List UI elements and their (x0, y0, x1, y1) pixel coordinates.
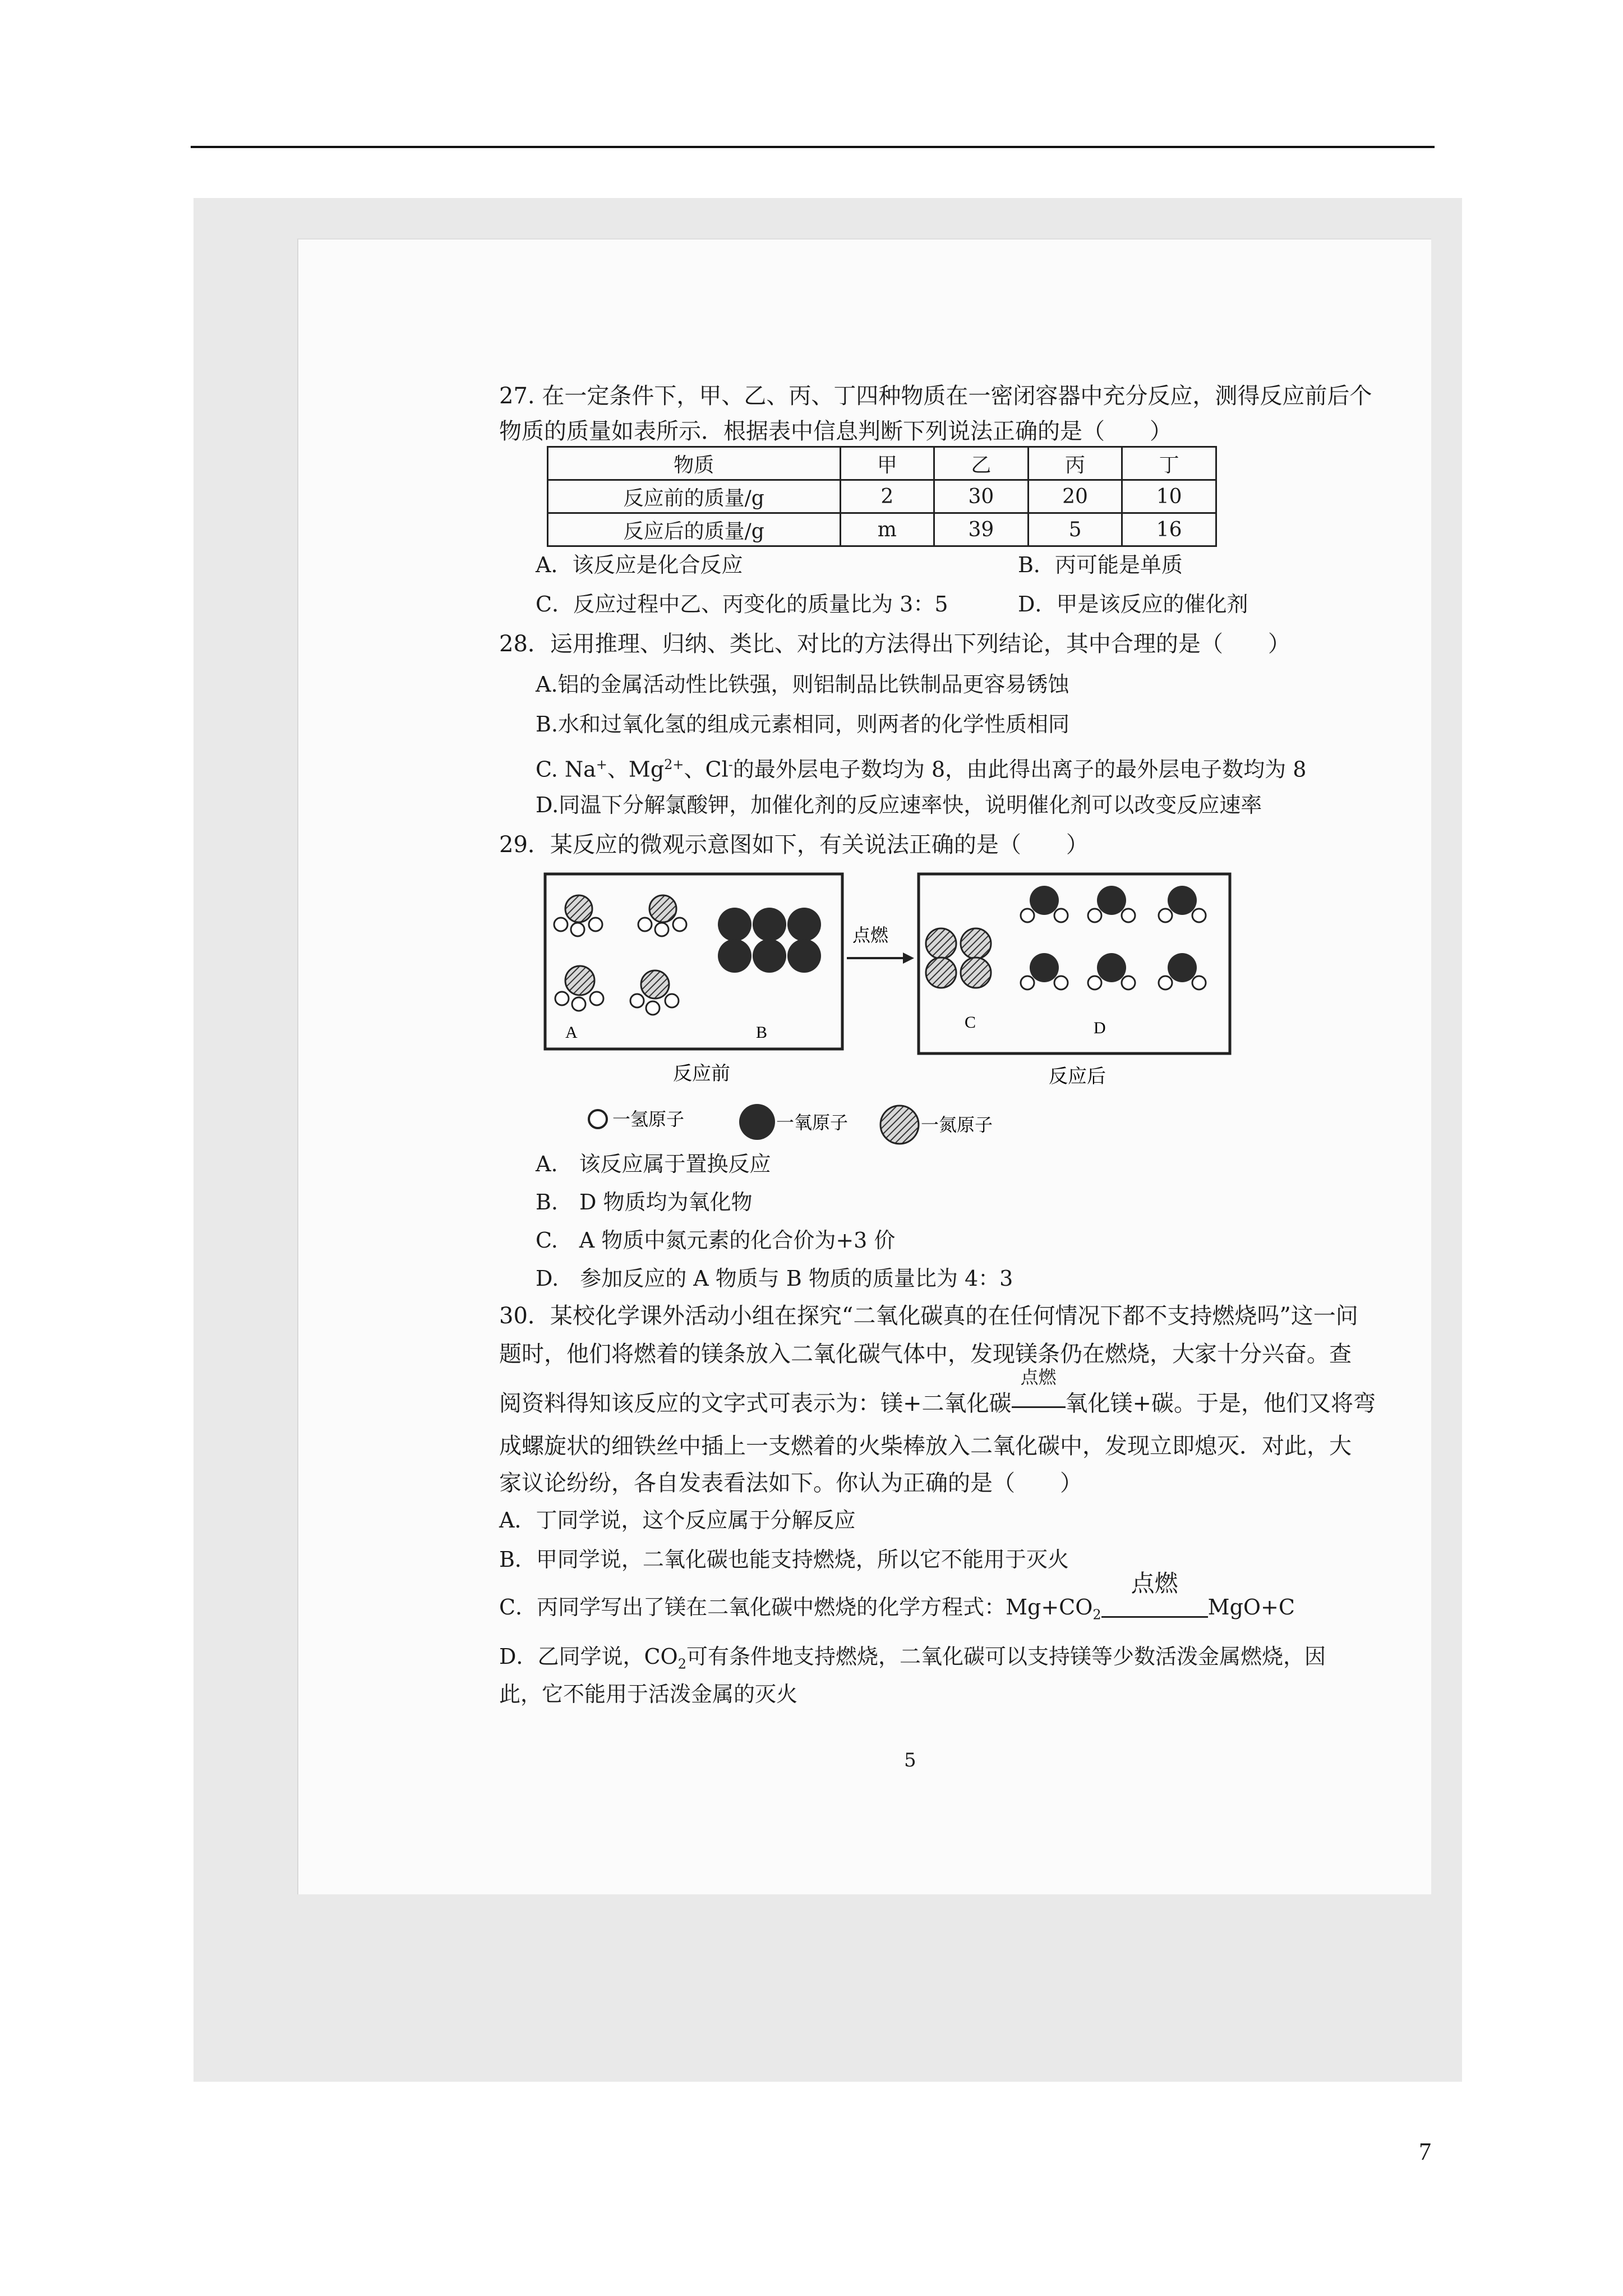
mass-table (547, 446, 1217, 547)
table-cell: 10 (1122, 480, 1216, 513)
nitrogen-atom-icon (880, 1106, 919, 1144)
legend-nitrogen: 一氮原子 (921, 1114, 993, 1135)
q27-option-c: C．反应过程中乙、丙变化的质量比为 3：5 (536, 592, 948, 616)
q28-option-c (536, 745, 1306, 789)
before-caption: 反应前 (673, 1062, 730, 1085)
q27-stem-line2: 物质的质量如表所示．根据表中信息判断下列说法正确的是（ ） (499, 418, 1172, 444)
table-cell: m (840, 513, 934, 546)
q30-stem-line2: 题时，他们将燃着的镁条放入二氧化碳气体中，发现镁条仍在燃烧，大家十分兴奋。查 (499, 1341, 1352, 1367)
q30-stem-line1: 30．某校化学课外活动小组在探究“二氧化碳真的在任何情况下都不支持燃烧吗”这一问 (499, 1303, 1358, 1329)
molecule-a (638, 895, 686, 936)
outer-page-number: 7 (1419, 2138, 1431, 2165)
q27-stem-line1: 27. 在一定条件下，甲、乙、丙、丁四种物质在一密闭容器中充分反应，测得反应前后个 (499, 383, 1372, 409)
molecule-a (554, 895, 602, 936)
q30-stem-line5: 家议论纷纷，各自发表看法如下。你认为正确的是（ ） (499, 1470, 1082, 1496)
label-d: D (1094, 1019, 1106, 1037)
inner-page-number: 5 (904, 1749, 916, 1772)
q28-option-d: D.同温下分解氯酸钾，加催化剂的反应速率快，说明催化剂可以改变反应速率 (536, 793, 1262, 817)
table-header-cell: 物质 (548, 447, 841, 480)
q30-d-text: 可有条件地支持燃烧，二氧化碳可以支持镁等少数活泼金属燃烧，因 (686, 1644, 1326, 1669)
q30-option-c (499, 1569, 1295, 1635)
table-cell: 2 (840, 480, 934, 513)
table-row (548, 513, 1216, 546)
table-header-cell: 丙 (1028, 447, 1122, 480)
molecule-c (926, 928, 991, 988)
table-header-cell: 丁 (1122, 447, 1216, 480)
q30-option-b: B．甲同学说，二氧化碳也能支持燃烧，所以它不能用于灭火 (499, 1547, 1069, 1572)
q30-line3-text: 阅资料得知该反应的文字式可表示为：镁+二氧化碳 (499, 1391, 1012, 1416)
q29-option-b: B. D 物质均为氧化物 (536, 1190, 753, 1214)
molecule-d (1021, 886, 1068, 922)
oxygen-atom-icon (739, 1104, 775, 1140)
legend-oxygen: 一氧原子 (776, 1112, 849, 1133)
table-cell: 30 (934, 480, 1029, 513)
q28-c-text: 、Mg (607, 757, 665, 782)
word-equation-arrow (1012, 1366, 1066, 1424)
q30-stem-line4: 成螺旋状的细铁丝中插上一支燃着的火柴棒放入二氧化碳中，发现立即熄灭．对此，大 (499, 1433, 1352, 1459)
label-b: B (756, 1023, 768, 1042)
q27-option-b: B．丙可能是单质 (1018, 553, 1183, 577)
table-header-row (548, 447, 1216, 480)
table-header-cell: 甲 (840, 447, 934, 480)
molecule-b (718, 908, 821, 973)
reaction-diagram (533, 869, 1239, 1184)
q28-stem: 28．运用推理、归纳、类比、对比的方法得出下列结论，其中合理的是（ ） (499, 631, 1290, 657)
q28-c-text: 、Cl (684, 757, 728, 782)
header-rule (191, 146, 1435, 148)
q30-option-a: A．丁同学说，这个反应属于分解反应 (499, 1508, 856, 1533)
q30-c-text: C．丙同学写出了镁在二氧化碳中燃烧的化学方程式： (499, 1595, 1006, 1619)
molecule-a (555, 966, 603, 1011)
condition-label: 点燃 (1131, 1569, 1178, 1597)
q29-option-a: A. 该反应属于置换反应 (536, 1152, 771, 1176)
q29-option-c: C. A 物质中氮元素的化合价为+3 价 (536, 1228, 896, 1253)
q27-option-d: D．甲是该反应的催化剂 (1018, 592, 1248, 616)
table-cell: 20 (1028, 480, 1122, 513)
q28-option-a: A.铝的金属活动性比铁强，则铝制品比铁制品更容易锈蚀 (536, 672, 1069, 697)
table-cell: 39 (934, 513, 1029, 546)
q28-c-text: 的最外层电子数均为 8，由此得出离子的最外层电子数均为 8 (732, 757, 1307, 782)
table-cell: 16 (1122, 513, 1216, 546)
arrow-head-icon (903, 953, 914, 964)
arrow-condition: 点燃 (852, 924, 889, 946)
molecule-d (1159, 953, 1206, 990)
molecule-d (1021, 953, 1068, 990)
q30-option-d-line2: 此，它不能用于活泼金属的灭火 (499, 1682, 798, 1706)
table-cell: 反应后的质量/g (548, 513, 841, 546)
q30-d-text: D．乙同学说，CO (499, 1644, 678, 1669)
q27-option-a: A．该反应是化合反应 (536, 553, 743, 577)
q30-line3-text: 氧化镁+碳。于是，他们又将弯 (1065, 1391, 1376, 1416)
equation-arrow (1101, 1569, 1208, 1635)
table-header-cell: 乙 (934, 447, 1029, 480)
q30-c-eq: Mg+CO (1006, 1595, 1093, 1619)
q30-c-eq: MgO+C (1207, 1595, 1295, 1619)
q29-option-d: D. 参加反应的 A 物质与 B 物质的质量比为 4：3 (536, 1266, 1013, 1291)
after-caption: 反应后 (1049, 1065, 1106, 1088)
label-c: C (965, 1013, 976, 1032)
table-row (548, 480, 1216, 513)
q30-d-sub: 2 (677, 1656, 686, 1672)
q30-c-sub: 2 (1092, 1607, 1101, 1623)
q28-c-sup: + (596, 757, 607, 772)
molecule-d (1159, 886, 1206, 922)
molecule-a (630, 970, 679, 1015)
table-cell: 反应前的质量/g (548, 480, 841, 513)
hydrogen-atom-icon (589, 1110, 607, 1128)
q29-stem: 29．某反应的微观示意图如下，有关说法正确的是（ ） (499, 832, 1089, 858)
legend-hydrogen: 一氢原子 (612, 1108, 685, 1130)
q28-option-b: B.水和过氧化氢的组成元素相同，则两者的化学性质相同 (536, 712, 1070, 737)
molecule-d (1088, 953, 1135, 990)
q28-c-text: C. Na (536, 757, 596, 782)
q28-c-sup: - (728, 757, 733, 772)
q28-c-sup: 2+ (664, 757, 684, 772)
molecule-d (1088, 886, 1135, 922)
label-a: A (565, 1023, 578, 1042)
table-cell: 5 (1028, 513, 1122, 546)
condition-label: 点燃 (1020, 1366, 1057, 1388)
q30-stem-line3 (499, 1366, 1376, 1424)
